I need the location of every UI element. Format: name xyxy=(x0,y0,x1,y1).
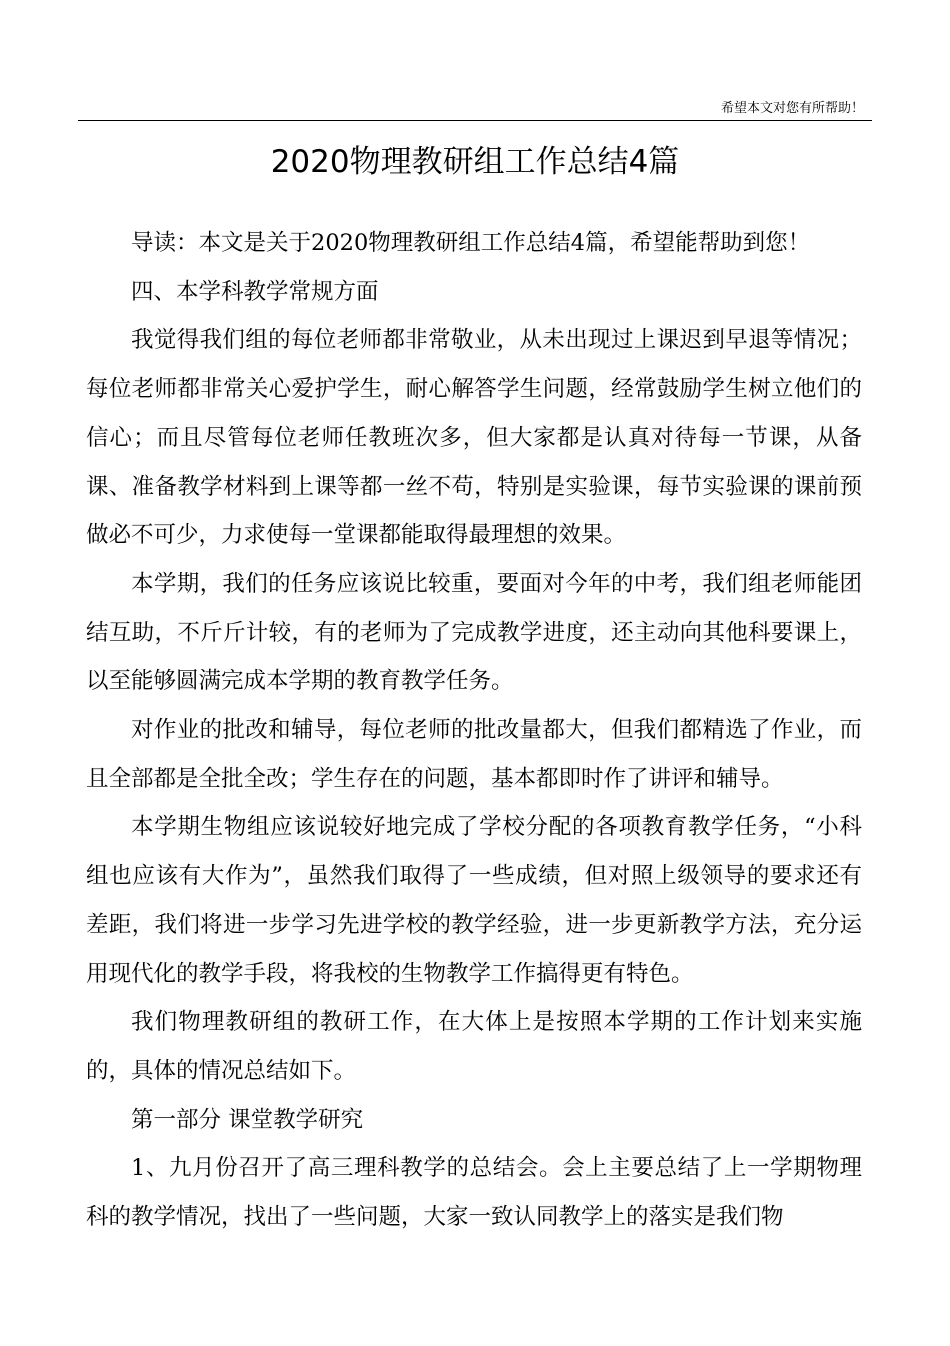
paragraph-part-heading: 第一部分 课堂教学研究 xyxy=(131,1106,364,1133)
paragraph: 本学期，我们的任务应该说比较重，要面对今年的中考，我们组老师能团结互助，不斤斤计较，有的老师为了完成教学进度，还主动向其他科要课上，以至能够圆满完成本学期的教育教学任务。 xyxy=(86,570,862,695)
page-header xyxy=(78,100,872,121)
paragraph: 我觉得我们组的每位老师都非常敬业，从未出现过上课迟到早退等情况；每位老师都非常关心爱护学生，耐心解答学生问题，经常鼓励学生树立他们的信心；而且尽管每位老师任教班次多，但大家都是认真对待每一节课，从备课、准备教学材料到上课等都一丝不苟，特别是实验课，每节实验课的课前预做必不可少，力求使每一堂课都能取得最理想的效果。 xyxy=(86,327,862,549)
paragraph: 本学期生物组应该说较好地完成了学校分配的各项教育教学任务，“小科组也应该有大作为”，虽然我们取得了一些成绩，但对照上级领导的要求还有差距，我们将进一步学习先进学校的教学经验，进一步更新教学方法，充分运用现代化的教学手段，将我校的生物教学工作搞得更有特色。 xyxy=(86,814,862,987)
document-body xyxy=(86,219,862,1242)
header-text: 希望本文对您有所帮助！ xyxy=(720,101,864,116)
paragraph: 1、九月份召开了高三理科教学的总结会。会上主要总结了上一学期物理科的教学情况，找出了一些问题，大家一致认同教学上的落实是我们物 xyxy=(86,1155,862,1231)
paragraph-intro: 导读：本文是关于2020物理教研组工作总结4篇，希望能帮助到您！ xyxy=(131,230,811,256)
paragraph: 对作业的批改和辅导，每位老师的批改量都大，但我们都精选了作业，而且全部都是全批全改；学生存在的问题，基本都即时作了讲评和辅导。 xyxy=(86,717,862,792)
paragraph: 我们物理教研组的教研工作，在大体上是按照本学期的工作计划来实施的，具体的情况总结如下。 xyxy=(86,1009,862,1084)
document-title: 2020物理教研组工作总结4篇 xyxy=(270,144,680,180)
paragraph-section-heading: 四、本学科教学常规方面 xyxy=(131,278,379,305)
